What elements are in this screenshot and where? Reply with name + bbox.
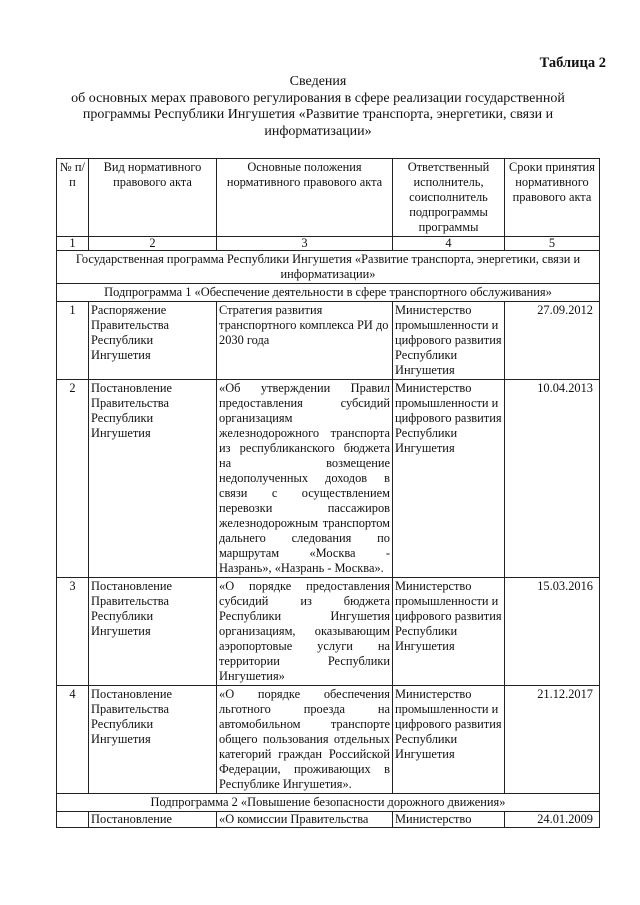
adoption-date: 27.09.2012	[505, 302, 600, 380]
row-number: 3	[57, 578, 89, 686]
column-number: 2	[89, 237, 217, 251]
program-row	[57, 251, 600, 284]
row-number: 1	[57, 302, 89, 380]
title-line: Сведения	[289, 74, 347, 89]
executor: Министерство промышленности и цифрового развития Республики Ингушетия	[393, 686, 505, 794]
column-number: 4	[393, 237, 505, 251]
act-type: Постановление Правительства Республики Ингушетия	[89, 686, 217, 794]
act-description: «Об утверждении Правил предоставления субсидий организациям железнодорожного транспорта из республиканского бюджета на возмещение недополученных доходов в связи с осуществлением перевозки пассажиров железнодорожным транспортом дальнего следования по маршрутам «Москва - Назрань», «Назрань - Москва».	[217, 380, 393, 578]
executor: Министерство промышленности и цифрового развития Республики Ингушетия	[393, 302, 505, 380]
subprogram-2-title: Подпрограмма 2 «Повышение безопасности дорожного движения»	[57, 794, 600, 812]
act-type: Постановление Правительства Республики Ингушетия	[89, 578, 217, 686]
column-number: 5	[505, 237, 600, 251]
act-description: «О порядке обеспечения льготного проезда на автомобильном транспорте общего пользования отдельных категорий граждан Российской Федерации, проживающих в Республике Ингушетия».	[217, 686, 393, 794]
table-row	[57, 380, 600, 578]
document-title	[30, 74, 606, 140]
act-type: Постановление	[89, 812, 217, 828]
column-number-row	[57, 237, 600, 251]
table-label: Таблица 2	[539, 55, 606, 71]
header-number: № п/п	[57, 159, 89, 237]
table-row	[57, 686, 600, 794]
adoption-date: 15.03.2016	[505, 578, 600, 686]
act-description: Стратегия развития транспортного комплекса РИ до 2030 года	[217, 302, 393, 380]
executor: Министерство	[393, 812, 505, 828]
column-number: 3	[217, 237, 393, 251]
header-date: Сроки принятия нормативного правового акта	[505, 159, 600, 237]
title-line: об основных мерах правового регулирования в сфере реализации государственной	[71, 90, 565, 106]
table-row	[57, 302, 600, 380]
header-executor: Ответственный исполнитель, соисполнитель подпрограммы программы	[393, 159, 505, 237]
row-number: 4	[57, 686, 89, 794]
adoption-date: 24.01.2009	[505, 812, 600, 828]
adoption-date: 10.04.2013	[505, 380, 600, 578]
adoption-date: 21.12.2017	[505, 686, 600, 794]
table-row	[57, 578, 600, 686]
column-number: 1	[57, 237, 89, 251]
act-description: «О комиссии Правительства	[217, 812, 393, 828]
header-row	[57, 159, 600, 237]
subprogram-1-title: Подпрограмма 1 «Обеспечение деятельности в сфере транспортного обслуживания»	[57, 284, 600, 302]
title-line: программы Республики Ингушетия «Развитие транспорта, энергетики, связи и	[82, 107, 554, 122]
act-type: Постановление Правительства Республики Ингушетия	[89, 380, 217, 578]
regulatory-measures-table	[56, 158, 600, 828]
executor: Министерство промышленности и цифрового развития Республики Ингушетия	[393, 578, 505, 686]
act-type: Распоряжение Правительства Республики Ингушетия	[89, 302, 217, 380]
header-description: Основные положения нормативного правового акта	[217, 159, 393, 237]
executor: Министерство промышленности и цифрового развития Республики Ингушетия	[393, 380, 505, 578]
act-description: «О порядке предоставления субсидий из бюджета Республики Ингушетия организациям, оказывающим аэропортовые услуги на территории Республики Ингушетия»	[217, 578, 393, 686]
row-number: 2	[57, 380, 89, 578]
header-act-type: Вид нормативного правового акта	[89, 159, 217, 237]
title-line: информатизации»	[264, 123, 372, 139]
table-row	[57, 812, 600, 828]
program-title: Государственная программа Республики Ингушетия «Развитие транспорта, энергетики, связи и информатизации»	[57, 251, 600, 284]
subprogram-row	[57, 284, 600, 302]
subprogram-row	[57, 794, 600, 812]
row-number	[57, 812, 89, 828]
